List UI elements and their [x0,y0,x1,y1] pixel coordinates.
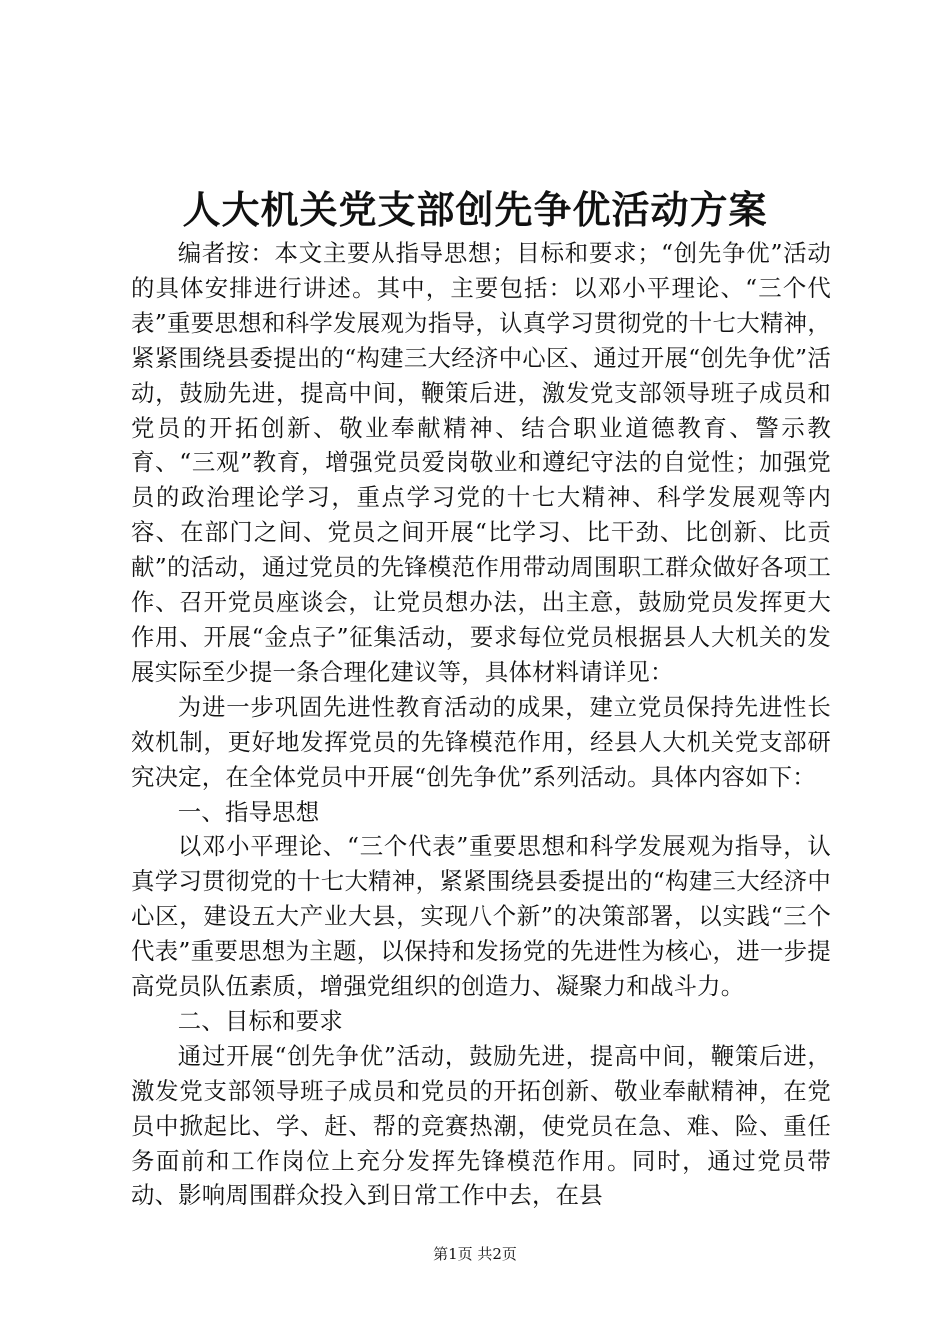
paragraph-goals: 通过开展“创先争优”活动，鼓励先进，提高中间，鞭策后进，激发党支部领导班子成员和党员的开拓创新、敬业奉献精神，在党员中掀起比、学、赶、帮的竞赛热潮，使党员在急、难、险、重任务面前和工作岗位上充分发挥先锋模范作用。同时，通过党员带动、影响周围群众投入到日常工作中去，在县 [131,1041,831,1210]
page-number-footer: 第1页 共2页 [433,1245,517,1263]
paragraph-editor-note: 编者按：本文主要从指导思想；目标和要求；“创先争优”活动的具体安排进行讲述。其中，主要包括：以邓小平理论、“三个代表”重要思想和科学发展观为指导，认真学习贯彻党的十七大精神，紧紧围绕县委提出的“构建三大经济中心区、通过开展“创先争优”活动，鼓励先进，提高中间，鞭策后进，激发党支部领导班子成员和党员的开拓创新、敬业奉献精神、结合职业道德教育、警示教育、“三观”教育，增强党员爱岗敬业和遵纪守法的自觉性；加强党员的政治理论学习，重点学习党的十七大精神、科学发展观等内容、在部门之间、党员之间开展“比学习、比干劲、比创新、比贡献”的活动，通过党员的先锋模范作用带动周围职工群众做好各项工作、召开党员座谈会，让党员想办法，出主意，鼓励党员发挥更大作用、开展“金点子”征集活动，要求每位党员根据县人大机关的发展实际至少提一条合理化建议等，具体材料请详见： [131,239,831,686]
document-body [131,236,831,1213]
section-heading-guiding-ideology: 一、指导思想 [177,797,320,826]
section-heading-goals: 二、目标和要求 [177,1006,343,1035]
paragraph-guiding-ideology: 以邓小平理论、“三个代表”重要思想和科学发展观为指导，认真学习贯彻党的十七大精神，紧紧围绕县委提出的“构建三大经济中心区，建设五大产业大县，实现八个新”的决策部署，以实践“三个代表”重要思想为主题，以保持和发扬党的先进性为核心，进一步提高党员队伍素质，增强党组织的创造力、凝聚力和战斗力。 [131,832,831,1001]
document-title: 人大机关党支部创先争优活动方案 [182,188,768,232]
paragraph-intro: 为进一步巩固先进性教育活动的成果，建立党员保持先进性长效机制，更好地发挥党员的先锋模范作用，经县人大机关党支部研究决定，在全体党员中开展“创先争优”系列活动。具体内容如下： [131,692,831,791]
